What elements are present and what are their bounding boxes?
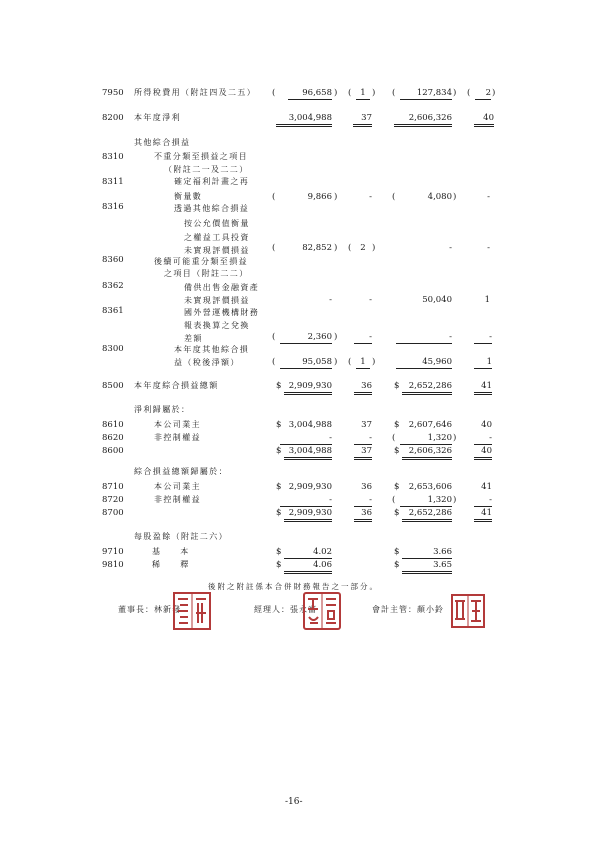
code-8610: 8610 (102, 420, 124, 430)
paren-close: ) (334, 357, 338, 367)
value-8500-prev: 2,652,286 (402, 382, 452, 395)
currency-sign: $ (394, 420, 400, 430)
value-8311-cur: 9,866 (307, 192, 332, 202)
pct-8610-prev: 40 (481, 420, 492, 430)
code-7950: 7950 (102, 88, 124, 98)
pct-8500-cur: 36 (354, 382, 372, 395)
paren-close: ) (372, 243, 376, 253)
value-8700-cur: 2,909,930 (284, 509, 332, 522)
pct-8361-cur: - (354, 333, 372, 344)
value-8316-cur: 82,852 (302, 243, 332, 253)
value-8600-cur: 3,004,988 (284, 447, 332, 460)
pct-7950-cur: 1 (356, 89, 370, 100)
value-8200-cur: 3,004,988 (276, 114, 332, 127)
paren-open: ( (392, 88, 396, 98)
label-8316d: 未實現評價損益 (184, 246, 250, 255)
label-8316b: 按公允價值衡量 (184, 219, 250, 228)
value-9710-cur: 4.02 (284, 548, 332, 559)
value-7950-cur: 96,658 (288, 89, 332, 100)
code-8361: 8361 (102, 306, 124, 316)
pct-8362-prev: 1 (484, 295, 490, 305)
paren-open: ( (348, 243, 352, 253)
paren-close: ) (492, 88, 496, 98)
value-9810-cur: 4.06 (284, 561, 332, 574)
label-8720: 非控制權益 (154, 495, 201, 504)
code-9710: 9710 (102, 547, 124, 557)
label-8610: 本公司業主 (154, 420, 201, 429)
label-8710: 本公司業主 (154, 482, 201, 491)
paren-open: ( (467, 88, 471, 98)
pct-8362-cur: - (369, 295, 372, 305)
code-8600: 8600 (102, 446, 124, 456)
value-8300-cur: 95,058 (280, 358, 332, 369)
value-8600-prev: 2,606,326 (402, 447, 452, 460)
pct-8316-cur: 2 (360, 243, 366, 253)
paren-open: ( (272, 192, 276, 202)
currency-sign: $ (276, 420, 282, 430)
pct-8316-prev: - (487, 243, 490, 253)
code-8362: 8362 (102, 281, 124, 291)
paren-close: ) (334, 243, 338, 253)
manager-seal (302, 591, 342, 631)
currency-sign: $ (276, 446, 282, 456)
label-8362a: 備供出售金融資產 (184, 283, 260, 292)
pct-8200-prev: 40 (474, 114, 494, 127)
label-income-tax: 所得稅費用（附註四及二五） (134, 88, 257, 97)
value-8200-prev: 2,606,326 (394, 114, 452, 127)
pct-8311-cur: - (369, 192, 372, 202)
sig-accountant: 會計主管：顏小鈴 (372, 605, 444, 614)
pct-8300-cur: 1 (356, 358, 370, 369)
sig-chairman: 董事長：林新發 (118, 605, 181, 614)
pct-8620-cur: - (354, 434, 372, 445)
label-8362b: 未實現評價損益 (184, 296, 250, 305)
value-7950-prev: 127,834 (400, 89, 452, 100)
code-8620: 8620 (102, 433, 124, 443)
value-8620-cur: - (280, 434, 332, 445)
code-8310: 8310 (102, 152, 124, 162)
value-8316-prev: - (449, 243, 452, 253)
currency-sign: $ (394, 381, 400, 391)
paren-close: ) (453, 495, 457, 505)
value-8620-prev: 1,320 (400, 434, 452, 445)
pct-8600-prev: 40 (474, 447, 492, 460)
heading-oci: 其他綜合損益 (134, 138, 191, 147)
pct-8600-cur: 37 (354, 447, 372, 460)
paren-close: ) (334, 192, 338, 202)
paren-close: ) (453, 433, 457, 443)
paren-open: ( (348, 357, 352, 367)
label-8311a: 確定福利計畫之再 (174, 177, 250, 186)
label-8361c: 差額 (184, 334, 203, 343)
pct-8500-prev: 41 (474, 382, 492, 395)
pct-8700-cur: 36 (354, 509, 372, 522)
label-9810: 稀 釋 (152, 560, 190, 569)
value-8362-cur: - (329, 295, 332, 305)
code-8300: 8300 (102, 344, 124, 354)
label-9710: 基 本 (152, 547, 190, 556)
label-8361a: 國外營運機構財務 (184, 308, 260, 317)
pct-8710-cur: 36 (361, 482, 372, 492)
accountant-seal (450, 593, 486, 629)
currency-sign: $ (276, 482, 282, 492)
value-8610-prev: 2,607,646 (408, 420, 452, 430)
code-8500: 8500 (102, 381, 124, 391)
value-9810-prev: 3.65 (402, 561, 452, 574)
paren-open: ( (392, 433, 396, 443)
value-8500-cur: 2,909,930 (284, 382, 332, 395)
pct-8700-prev: 41 (474, 509, 492, 522)
paren-close: ) (372, 357, 376, 367)
value-8361-prev: - (396, 333, 452, 344)
currency-sign: $ (394, 560, 400, 570)
pct-8300-prev: 1 (474, 358, 492, 369)
paren-open: ( (392, 192, 396, 202)
pct-8200-cur: 37 (353, 114, 372, 127)
pct-8610-cur: 37 (361, 420, 372, 430)
heading-ci-attr: 綜合損益總額歸屬於： (134, 467, 228, 476)
currency-sign: $ (394, 508, 400, 518)
paren-close: ) (334, 88, 338, 98)
pct-8620-prev: - (474, 434, 492, 445)
value-8300-prev: 45,960 (396, 358, 452, 369)
sig-manager: 經理人：張永富 (254, 605, 317, 614)
value-8311-prev: 4,080 (427, 192, 452, 202)
paren-open: ( (272, 357, 276, 367)
label-8316a: 透過其他綜合損益 (174, 204, 250, 213)
value-8720-prev: 1,320 (400, 496, 452, 507)
heading-np-attr: 淨利歸屬於： (134, 405, 191, 414)
label-8311b: 衡量數 (174, 192, 203, 201)
pct-8710-prev: 41 (481, 482, 492, 492)
code-8311: 8311 (102, 177, 124, 187)
currency-sign: $ (394, 547, 400, 557)
pct-8361-prev: - (474, 333, 492, 344)
pct-8311-prev: - (487, 192, 490, 202)
pct-8720-prev: - (474, 496, 492, 507)
value-9710-prev: 3.66 (402, 548, 452, 559)
label-8310a: 不重分類至損益之項目 (154, 152, 248, 161)
page-number: -16- (285, 797, 303, 807)
paren-open: ( (348, 88, 352, 98)
currency-sign: $ (276, 547, 282, 557)
value-8710-cur: 2,909,930 (288, 482, 332, 492)
code-8200: 8200 (102, 113, 124, 123)
label-8300b: 益（稅後淨額） (174, 358, 240, 367)
label-8316c: 之權益工具投資 (184, 233, 250, 242)
value-8362-prev: 50,040 (422, 295, 452, 305)
currency-sign: $ (276, 508, 282, 518)
paren-open: ( (272, 332, 276, 342)
code-9810: 9810 (102, 560, 124, 570)
code-8720: 8720 (102, 495, 124, 505)
paren-close: ) (453, 88, 457, 98)
pct-7950-prev: 2 (475, 89, 491, 100)
paren-open: ( (272, 243, 276, 253)
code-8710: 8710 (102, 482, 124, 492)
chairman-seal (172, 591, 212, 631)
heading-eps: 每股盈餘（附註二六） (134, 532, 228, 541)
value-8610-cur: 3,004,988 (288, 420, 332, 430)
code-8360: 8360 (102, 255, 124, 265)
paren-close: ) (453, 192, 457, 202)
paren-close: ) (334, 332, 338, 342)
currency-sign: $ (394, 482, 400, 492)
footer-note: 後附之附註係本合併財務報告之一部分。 (208, 582, 379, 591)
label-8310b: （附註二一及二二） (164, 165, 249, 174)
paren-close: ) (372, 88, 376, 98)
label-8300a: 本年度其他綜合損 (174, 345, 250, 354)
currency-sign: $ (394, 446, 400, 456)
value-8361-cur: 2,360 (280, 333, 332, 344)
label-8620: 非控制權益 (154, 433, 201, 442)
code-8700: 8700 (102, 508, 124, 518)
currency-sign: $ (276, 381, 282, 391)
label-8360b: 之項目（附註二二） (164, 269, 249, 278)
currency-sign: $ (276, 560, 282, 570)
pct-8720-cur: - (354, 496, 372, 507)
value-8710-prev: 2,653,606 (408, 482, 452, 492)
value-8700-prev: 2,652,286 (402, 509, 452, 522)
value-8720-cur: - (280, 496, 332, 507)
label-total-ci: 本年度綜合損益總額 (134, 381, 219, 390)
label-net-income: 本年度淨利 (134, 113, 181, 122)
label-8360a: 後續可能重分類至損益 (154, 257, 248, 266)
label-8361b: 報表換算之兌換 (184, 321, 250, 330)
paren-open: ( (392, 495, 396, 505)
code-8316: 8316 (102, 202, 124, 212)
paren-open: ( (272, 88, 276, 98)
